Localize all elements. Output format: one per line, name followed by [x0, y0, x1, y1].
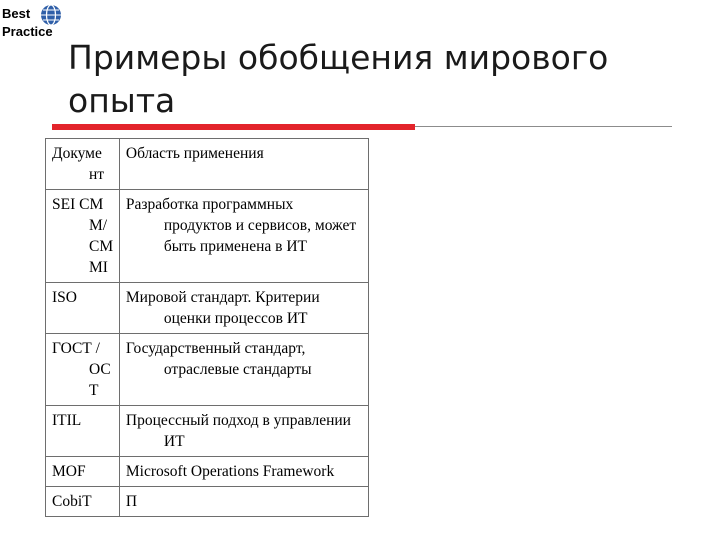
table-header-row	[46, 139, 369, 190]
table-cell	[46, 406, 120, 457]
application-area: Microsoft Operations Framework	[125, 463, 335, 480]
table-row	[46, 190, 369, 283]
table-cell	[119, 283, 368, 334]
header-document: Докуме нт	[52, 145, 105, 183]
table-cell	[46, 190, 120, 283]
table-row	[46, 406, 369, 457]
table-row	[46, 487, 369, 517]
table-row	[46, 457, 369, 487]
table-header-cell	[46, 139, 120, 190]
document-name: ISO	[52, 289, 77, 306]
table-cell	[119, 190, 368, 283]
table-cell	[119, 487, 368, 517]
page-title: Примеры обобщения мирового опыта	[68, 38, 609, 120]
title-underline-red	[52, 124, 415, 130]
table-cell	[46, 457, 120, 487]
application-area: Разработка программных продуктов и сервисов, может быть применена в ИТ	[125, 196, 357, 255]
table-header-cell	[119, 139, 368, 190]
standards-table	[45, 138, 369, 517]
table-cell	[46, 334, 120, 406]
logo-text-line1: Best	[2, 6, 31, 21]
header-area: Область применения	[125, 145, 264, 162]
document-name: MOF	[52, 463, 86, 480]
table-cell	[46, 487, 120, 517]
best-practice-logo	[2, 4, 66, 44]
document-name: SEI CM M/ CM MI	[52, 196, 114, 276]
table-row	[46, 283, 369, 334]
document-name: CobiT	[52, 493, 92, 510]
table-cell	[119, 334, 368, 406]
logo-text-line2: Practice	[2, 24, 53, 39]
document-name: ITIL	[52, 412, 82, 429]
application-area: П	[125, 493, 138, 510]
table-cell	[119, 457, 368, 487]
table-row	[46, 334, 369, 406]
document-name: ГОСТ / ОС Т	[52, 340, 111, 399]
table-cell	[119, 406, 368, 457]
globe-icon	[40, 4, 62, 26]
table-cell	[46, 283, 120, 334]
application-area: Процессный подход в управлении ИТ	[125, 412, 351, 450]
application-area: Государственный стандарт, отраслевые стандарты	[125, 340, 312, 378]
application-area: Мировой стандарт. Критерии оценки процессов ИТ	[125, 289, 320, 327]
title-underline-gray	[415, 126, 672, 127]
